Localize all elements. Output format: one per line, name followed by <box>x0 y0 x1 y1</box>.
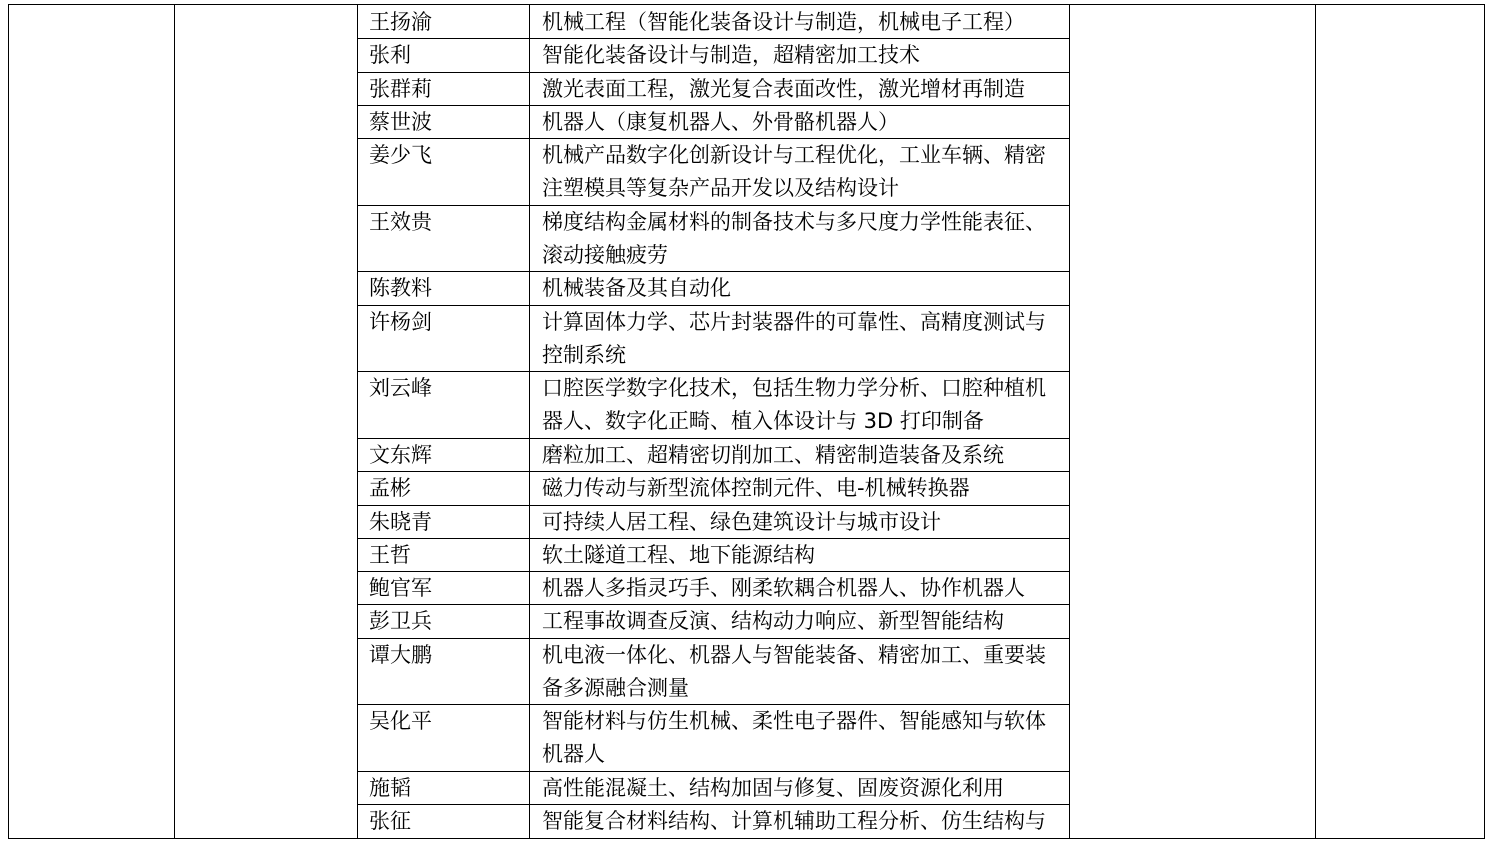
table-row <box>359 38 1071 71</box>
research-direction: 智能材料与仿生机械、柔性电子器件、智能感知与软体 机器人 <box>542 709 1046 767</box>
faculty-name: 施韬 <box>369 775 411 800</box>
research-direction: 机电液一体化、机器人与智能装备、精密加工、重要装 备多源融合测量 <box>542 642 1046 700</box>
table-row <box>359 804 1071 837</box>
table-row <box>359 271 1071 304</box>
research-direction: 计算固体力学、芯片封装器件的可靠性、高精度测试与 控制系统 <box>542 309 1046 367</box>
faculty-name: 文东辉 <box>369 442 432 467</box>
faculty-name: 鲍官军 <box>369 576 432 601</box>
faculty-name: 姜少飞 <box>369 143 432 168</box>
faculty-name: 陈教料 <box>369 276 432 301</box>
table-row <box>359 505 1071 538</box>
faculty-name: 彭卫兵 <box>369 609 432 634</box>
table-row <box>359 371 1071 438</box>
research-direction: 可持续人居工程、绿色建筑设计与城市设计 <box>542 509 941 534</box>
table-row <box>359 771 1071 804</box>
research-direction: 机器人多指灵巧手、刚柔软耦合机器人、协作机器人 <box>542 576 1025 601</box>
faculty-name: 许杨剑 <box>369 309 432 334</box>
faculty-name: 王扬渝 <box>369 10 432 34</box>
research-direction: 磁力传动与新型流体控制元件、电-机械转换器 <box>542 476 970 501</box>
faculty-research-table <box>8 4 1485 839</box>
faculty-name: 谭大鹏 <box>369 642 432 667</box>
research-direction: 机械工程（智能化装备设计与制造，机械电子工程） <box>542 10 1025 34</box>
table-row <box>359 105 1071 138</box>
faculty-name: 蔡世波 <box>369 109 432 134</box>
research-direction: 机械装备及其自动化 <box>542 276 731 301</box>
faculty-name: 朱晓青 <box>369 509 432 534</box>
table-row <box>359 305 1071 372</box>
table-row <box>359 72 1071 105</box>
column-divider <box>1315 5 1316 838</box>
table-row <box>359 704 1071 771</box>
table-row <box>359 638 1071 705</box>
faculty-name: 吴化平 <box>369 709 432 734</box>
research-direction: 智能复合材料结构、计算机辅助工程分析、仿生结构与 <box>542 809 1046 834</box>
research-direction: 机械产品数字化创新设计与工程优化，工业车辆、精密 注塑模具等复杂产品开发以及结构设计 <box>542 143 1046 201</box>
research-direction: 激光表面工程，激光复合表面改性，激光增材再制造 <box>542 76 1025 101</box>
faculty-name: 张群莉 <box>369 76 432 101</box>
table-row <box>359 604 1071 637</box>
table-row <box>359 471 1071 504</box>
faculty-name: 张征 <box>369 809 411 834</box>
research-direction: 智能化装备设计与制造，超精密加工技术 <box>542 43 920 68</box>
table-row <box>359 205 1071 272</box>
research-direction: 口腔医学数字化技术，包括生物力学分析、口腔种植机 器人、数字化正畸、植入体设计与 3D 打印制备 <box>542 376 1046 434</box>
research-direction: 机器人（康复机器人、外骨骼机器人） <box>542 109 899 134</box>
table-row <box>359 138 1071 205</box>
faculty-name: 王哲 <box>369 542 411 567</box>
table-row <box>359 438 1071 471</box>
research-direction: 梯度结构金属材料的制备技术与多尺度力学性能表征、 滚动接触疲劳 <box>542 209 1046 267</box>
research-direction: 磨粒加工、超精密切削加工、精密制造装备及系统 <box>542 442 1004 467</box>
research-direction: 高性能混凝土、结构加固与修复、固废资源化利用 <box>542 775 1004 800</box>
column-divider <box>357 5 358 838</box>
table-row <box>359 571 1071 604</box>
table-row <box>359 538 1071 571</box>
faculty-name: 张利 <box>369 43 411 68</box>
faculty-name: 刘云峰 <box>369 376 432 401</box>
research-direction: 软土隧道工程、地下能源结构 <box>542 542 815 567</box>
faculty-name: 孟彬 <box>369 476 411 501</box>
column-divider <box>174 5 175 838</box>
faculty-name: 王效贵 <box>369 209 432 234</box>
research-direction: 工程事故调查反演、结构动力响应、新型智能结构 <box>542 609 1004 634</box>
table-row <box>359 5 1071 38</box>
